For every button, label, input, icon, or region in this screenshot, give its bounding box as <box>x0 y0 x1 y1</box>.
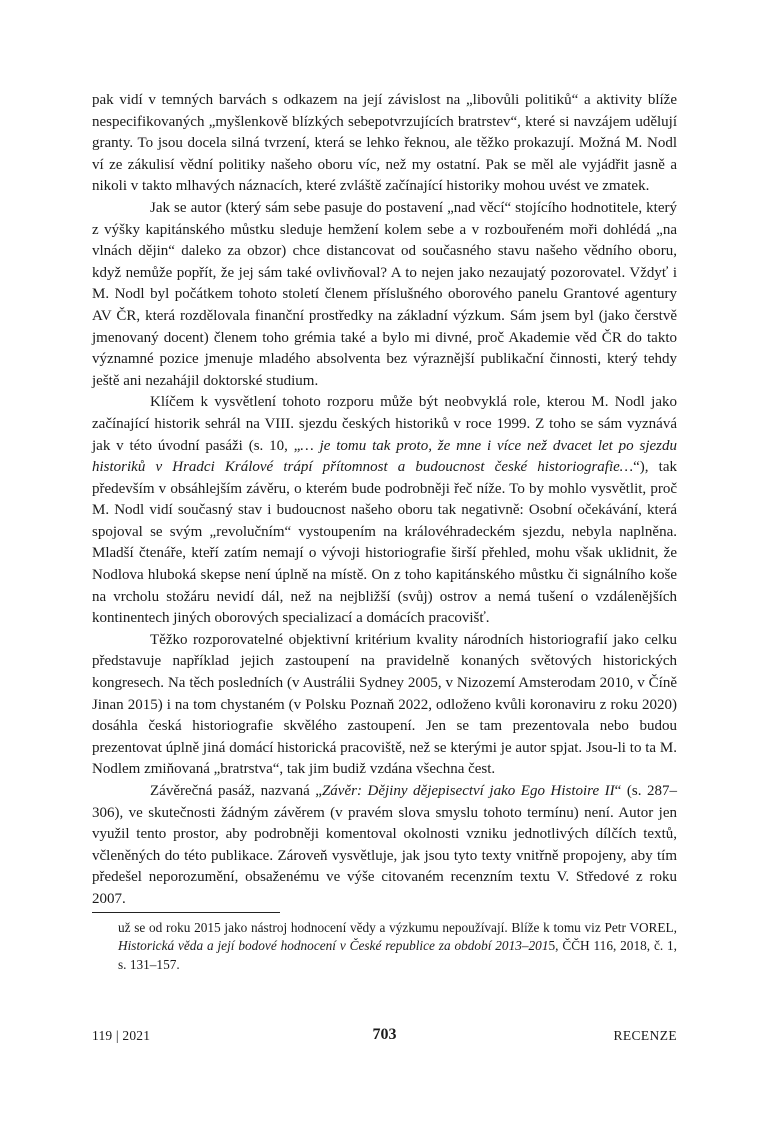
paragraph-5-text-b: “ (s. 287–306), ve skutečnosti žádným závěrem (v pravém slova smyslu tohoto termínu) není. Autor jen využil tento prostor, aby podrobněji komentoval okolnosti vzniku jednotlivých dílčích textů, včleněných do této publikace. Zároveň vysvětluje, jak jsou tyto texty vnitřně propojeny, aby tím předešel neporozumění, obsaženému ve výše citovaném recenzním textu V. Středové z roku 2007. <box>92 783 678 907</box>
paragraph-3-quotation: … je tomu tak proto, že mne i více než dvacet let po sjezdu historiků v Hradci Králové trápí přítomnost a budoucnost české historiografie… <box>92 437 677 476</box>
footnote-text-b: 5, ČČH 116, 2018, č. 1, s. 131–157. <box>118 938 678 972</box>
main-text <box>92 90 677 911</box>
footnote <box>118 919 677 974</box>
section-label: RECENZE <box>613 1028 677 1043</box>
footnote-cited-title: Historická věda a její bodové hodnocení v České republice za období 2013–201 <box>118 938 549 954</box>
paragraph-3-text-a: Klíčem k vysvětlení tohoto rozporu může být neobvyklá role, kterou M. Nodl jako začínající historik sehrál na VIII. sjezdu českých historiků v roce 1999. Z toho se sám vyznává jak v této úvodní pasáži (s. 10, „ <box>92 394 677 454</box>
paragraph-5-chapter-title: Závěr: Dějiny dějepisectví jako Ego Histoire II <box>321 783 615 799</box>
footnote-separator <box>92 912 280 913</box>
page-footer <box>92 1026 677 1048</box>
paragraph-5 <box>92 781 677 911</box>
paragraph-2: Jak se autor (který sám sebe pasuje do postavení „nad věcí“ stojícího hodnotitele, který z výšky kapitánského můstku sleduje hemžení kolem sebe a v rozbouřeném moři dohlédá „na vlnách dějin“ daleko za obzor) chce distancovat od současného stavu našeho vědního oboru, když nemůže popřít, že jej sám také ovlivňoval? A to nejen jako nezaujatý pozorovatel. Vždyť i M. Nodl byl počátkem tohoto století členem příslušného oborového panelu Grantové agentury AV ČR, která rozdělovala finanční prostředky na základní výzkum. Sám jsem byl (jako čerstvě jmenovaný docent) členem toho grémia také a bylo mi divné, proč Akademie věd ČR do takto významné pozice jmenuje mladého absolventa bez výraznější publikační činnosti, který tehdy ještě ani nezahájil doktorské studium. <box>92 199 677 389</box>
paragraph-4: Těžko rozporovatelné objektivní kritérium kvality národních historiografií jako celku představuje například jejich zastoupení na pravidelně konaných světových historických kongresech. Na těch posledních (v Austrálii Sydney 2005, v Nizozemí Amsterodam 2010, v Číně Jinan 2015) i na tom chystaném (v Polsku Poznaň 2022, odloženo kvůli koronaviru z roku 2020) dosáhla česká historiografie skvělého zastoupení. Jen se tam prezentovala nebo budou prezentovat úplně jiná domácí historická pracoviště, než se kterými je autor spjat. Jsou-li to ta M. Nodlem zmiňovaná „bratrstva“, tak jim budiž vzdána všechna čest. <box>92 631 677 778</box>
paragraph-3 <box>92 392 677 630</box>
paragraph-3-text-b: “), tak především v obsáhlejším závěru, o kterém bude podrobněji řeč níže. To by mohlo vysvětlit, proč M. Nodl vidí současný stav i budoucnost našeho oboru tak negativně: Osobní očekávání, která spojoval se svým „revolučním“ vystoupením na královéhradeckém sjezdu, nebyla naplněna. Mladší čtenáře, kteří zatím nemají o vývoji historiografie širší přehled, mohu však uklidnit, že Nodlova hluboká skepse není úplně na místě. On z toho kapitánského můstku či signálního koše na vrcholu stožáru nevidí dál, než na nejbližší (svůj) ostrov a nemá tušení o vzdálenějších kontinentech jiných oborových specializací a domácích pracovišť. <box>92 459 677 627</box>
footnote-text-a: už se od roku 2015 jako nástroj hodnocení vědy a výzkumu nepoužívají. Blíže k tomu viz Petr VOREL, <box>118 920 677 935</box>
issue-label: 119 | 2021 <box>92 1028 151 1043</box>
page-number: 703 <box>372 1026 397 1043</box>
paragraph-5-text-a: Závěrečná pasáž, nazvaná „ <box>150 783 322 799</box>
paragraph-1: pak vidí v temných barvách s odkazem na její závislost na „libovůli politiků“ a aktivity blíže nespecifikovaných „myšlenkově blízkých sebepotvrzujících bratrstev“, které si navzájem udělují granty. To jsou docela silná tvrzení, která se lehko řeknou, ale těžko prokazují. Možná M. Nodl ví ze zákulisí vědní politiky našeho oboru víc, než my ostatní. Pak se měl ale vyjádřit jasně a nikoli v takto mlhavých náznacích, které zvláště začínající historiky mohou uvést ve zmatek. <box>92 92 677 195</box>
